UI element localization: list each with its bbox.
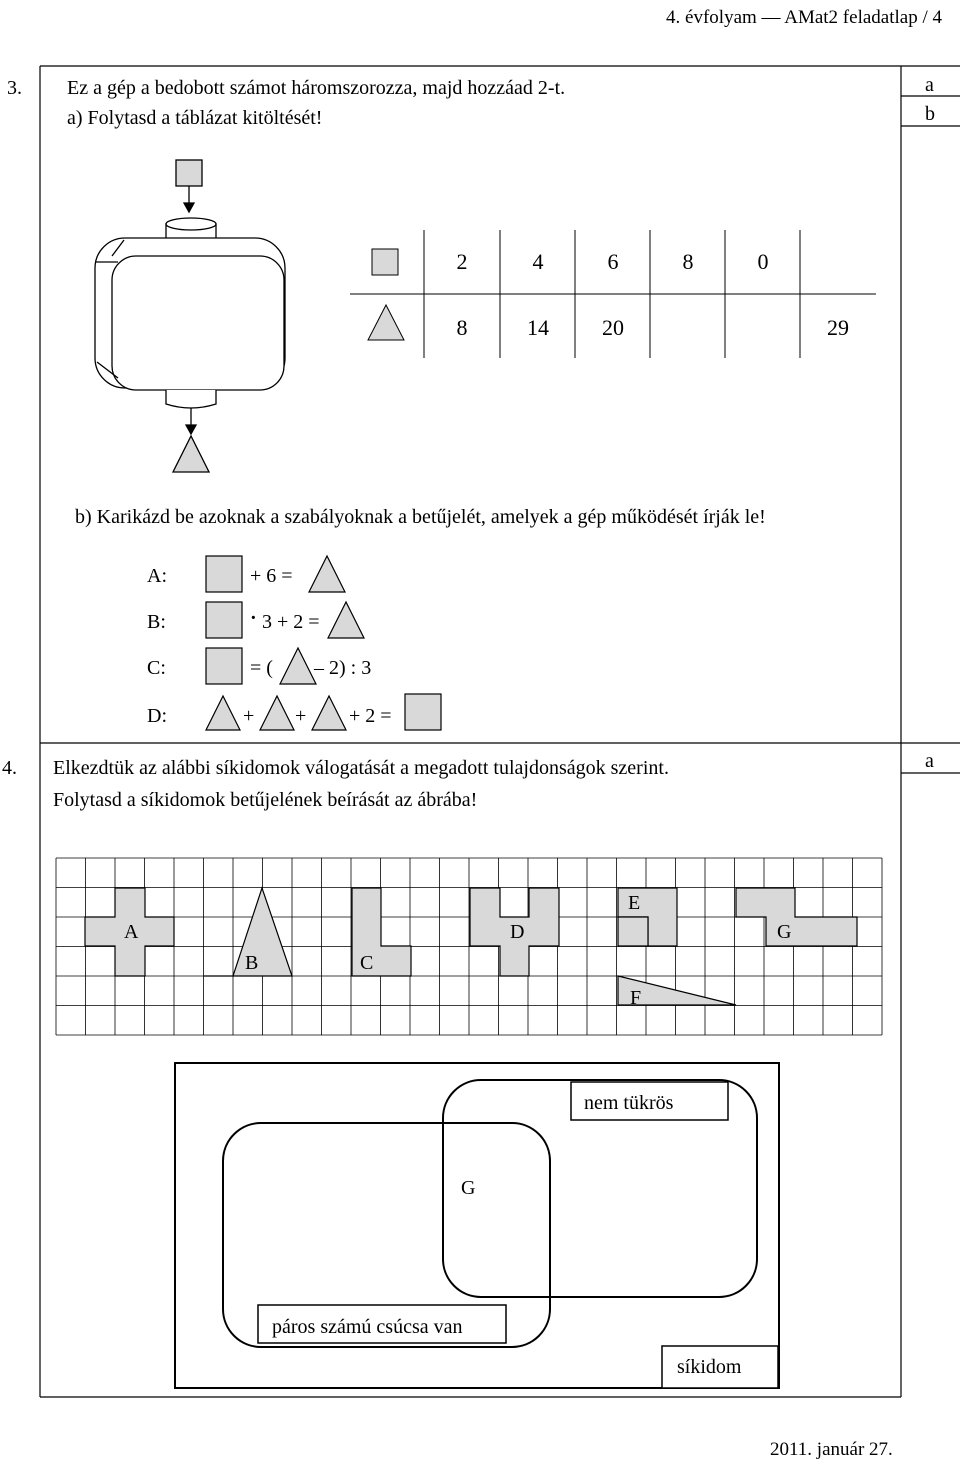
- table-triangle-cell-5: 29: [827, 315, 849, 340]
- task4-intro: Elkezdtük az alábbi síkidomok válogatását a megadott tulajdonságok szerint.: [53, 757, 669, 779]
- rule-b-letter[interactable]: B:: [147, 611, 166, 633]
- rule-c-letter[interactable]: C:: [147, 657, 166, 679]
- rule-b-dot: ·: [250, 607, 257, 629]
- venn-label-even: páros számú csúcsa van: [272, 1316, 463, 1338]
- shape-label-d: D: [510, 921, 525, 943]
- rule-a-letter[interactable]: A:: [147, 565, 167, 587]
- shape-label-g: G: [777, 921, 792, 943]
- task3-part-b: b) Karikázd be azoknak a szabályoknak a betűjelét, amelyek a gép működését írják le!: [75, 506, 766, 528]
- rule-c-text-2: – 2) : 3: [314, 657, 372, 679]
- table-triangle-cell-1: 8: [456, 315, 468, 340]
- rule-d-plus-1: +: [243, 705, 255, 727]
- score-label-b: b: [925, 103, 935, 125]
- shape-label-c: C: [360, 952, 374, 974]
- task4-instruction: Folytasd a síkidomok betűjelének beírását az ábrába!: [53, 789, 478, 811]
- task3-intro: Ez a gép a bedobott számot háromszorozza, majd hozzáad 2-t.: [67, 77, 566, 99]
- venn-label-plane: síkidom: [677, 1356, 742, 1378]
- task3-part-a: a) Folytasd a táblázat kitöltését!: [67, 107, 323, 129]
- page-header: 4. évfolyam — AMat2 feladatlap / 4: [666, 7, 942, 28]
- task3-number: 3.: [7, 77, 22, 99]
- rule-d-letter[interactable]: D:: [147, 705, 167, 727]
- venn-label-mirror: nem tükrös: [584, 1092, 674, 1114]
- table-triangle-cell-2: 14: [527, 315, 549, 340]
- table-triangle-cell-3: 20: [602, 315, 624, 340]
- table-square-cell-4: 8: [682, 249, 694, 274]
- rule-d-text: + 2 =: [349, 705, 392, 727]
- shape-label-a: A: [124, 921, 139, 943]
- venn-placed-g: G: [461, 1177, 476, 1199]
- rule-d-plus-2: +: [295, 705, 307, 727]
- rule-a-text: + 6 =: [250, 565, 293, 587]
- shape-label-e: E: [628, 892, 641, 914]
- table-square-cell-2: 4: [532, 249, 544, 274]
- shape-label-b: B: [245, 952, 259, 974]
- rule-c-text-1: = (: [250, 657, 273, 679]
- footer-date: 2011. január 27.: [770, 1439, 893, 1460]
- table-square-cell-3: 6: [607, 249, 619, 274]
- score-label-a: a: [925, 74, 934, 96]
- table-square-cell-5: 0: [757, 249, 769, 274]
- shape-label-f: F: [630, 987, 642, 1009]
- score-label-task4: a: [925, 750, 934, 772]
- rule-b-text: 3 + 2 =: [262, 611, 320, 633]
- task4-number: 4.: [2, 757, 17, 779]
- table-square-cell-1: 2: [456, 249, 468, 274]
